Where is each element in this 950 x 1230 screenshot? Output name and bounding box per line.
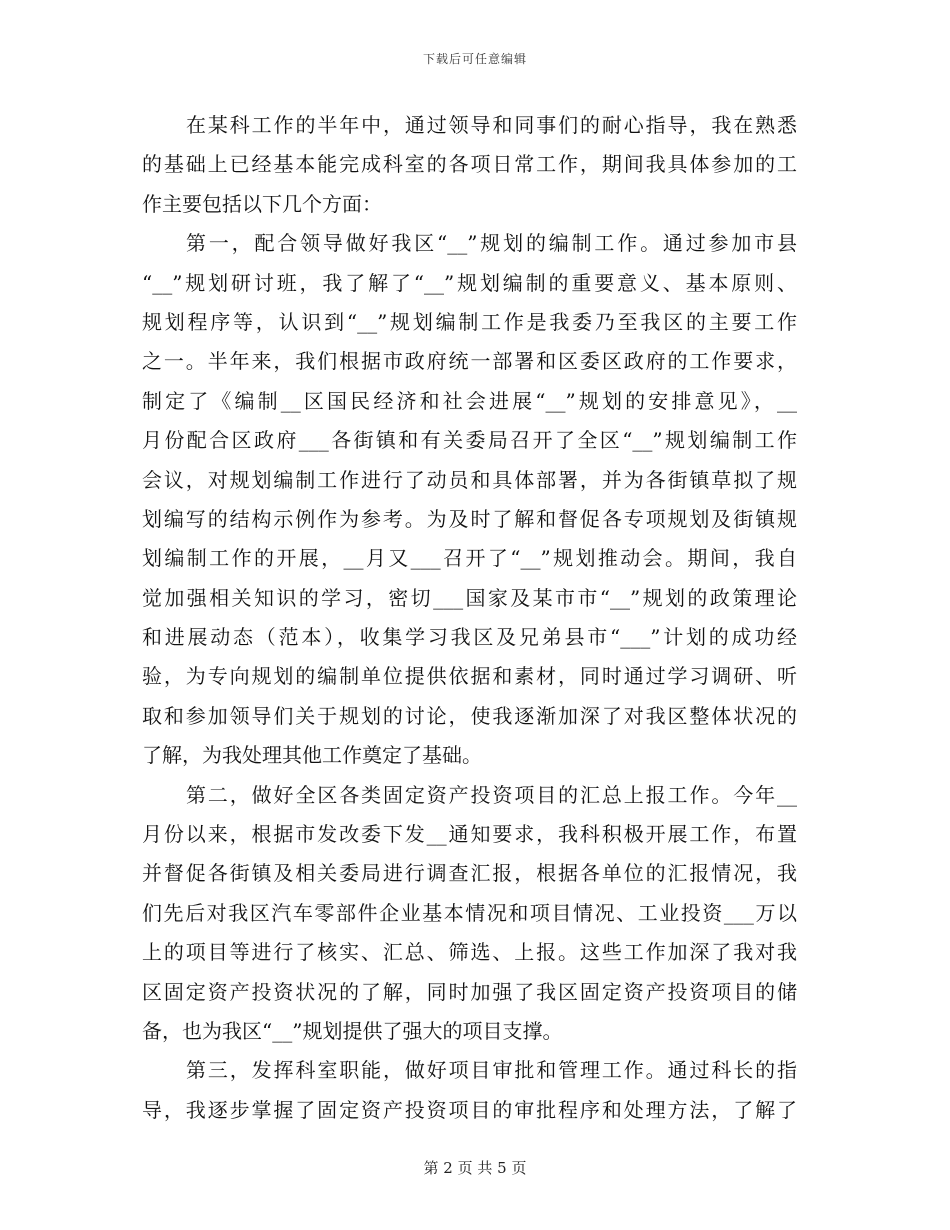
text-line: 了解，为我处理其他工作奠定了基础。 (142, 743, 482, 768)
text-line: 第三，发挥科室职能，做好项目审批和管理工作。通过科长的指 (186, 1058, 797, 1083)
text-line: 第一，配合领导做好我区“__”规划的编制工作。通过参加市县 (186, 231, 797, 256)
text-line: 规划程序等，认识到“__”规划编制工作是我委乃至我区的主要工作 (142, 309, 797, 334)
text-line: 的基础上已经基本能完成科室的各项日常工作，期间我具体参加的工 (142, 152, 797, 177)
text-line: 并督促各街镇及相关委局进行调查汇报，根据各单位的汇报情况，我 (142, 861, 797, 886)
text-line: 和进展动态（范本），收集学习我区及兄弟县市“___”计划的成功经 (142, 625, 797, 650)
document-body (142, 106, 797, 1130)
text-line: 月份配合区政府___各街镇和有关委局召开了全区“__”规划编制工作 (142, 428, 797, 453)
text-line: 区固定资产投资状况的了解，同时加强了我区固定资产投资项目的储 (142, 979, 797, 1004)
text-line: 备，也为我区“__”规划提供了强大的项目支撑。 (142, 1018, 563, 1043)
text-line: 取和参加领导们关于规划的讨论，使我逐渐加深了对我区整体状况的 (142, 703, 797, 728)
text-line: 月份以来，根据市发改委下发__通知要求，我科积极开展工作，布置 (142, 822, 797, 847)
page-footer: 第 2 页 共 5 页 (423, 1159, 527, 1177)
text-line: 验，为专向规划的编制单位提供依据和素材，同时通过学习调研、听 (142, 664, 797, 689)
text-line: 上的项目等进行了核实、汇总、筛选、上报。这些工作加深了我对我 (142, 940, 797, 965)
text-line: 划编制工作的开展，__月又___召开了“__”规划推动会。期间，我自 (142, 546, 797, 571)
text-line: “__”规划研讨班，我了解了“__”规划编制的重要意义、基本原则、 (142, 270, 797, 295)
text-line: 制定了《编制__区国民经济和社会进展“__”规划的安排意见》，__ (142, 388, 797, 413)
text-line: 之一。半年来，我们根据市政府统一部署和区委区政府的工作要求， (142, 349, 797, 374)
text-line: 会议，对规划编制工作进行了动员和具体部署，并为各街镇草拟了规 (142, 467, 797, 492)
text-line: 们先后对我区汽车零部件企业基本情况和项目情况、工业投资___万以 (142, 900, 797, 925)
text-line: 第二，做好全区各类固定资产投资项目的汇总上报工作。今年__ (186, 782, 797, 807)
page-header: 下载后可任意编辑 (422, 52, 527, 66)
text-line: 作主要包括以下几个方面： (142, 191, 382, 216)
text-line: 在某科工作的半年中，通过领导和同事们的耐心指导，我在熟悉 (186, 113, 797, 137)
text-line: 划编写的结构示例作为参考。为及时了解和督促各专项规划及街镇规 (142, 506, 797, 531)
text-line: 导，我逐步掌握了固定资产投资项目的审批程序和处理方法，了解了 (142, 1097, 797, 1122)
text-line: 觉加强相关知识的学习，密切___国家及某市市“__”规划的政策理论 (142, 585, 797, 610)
